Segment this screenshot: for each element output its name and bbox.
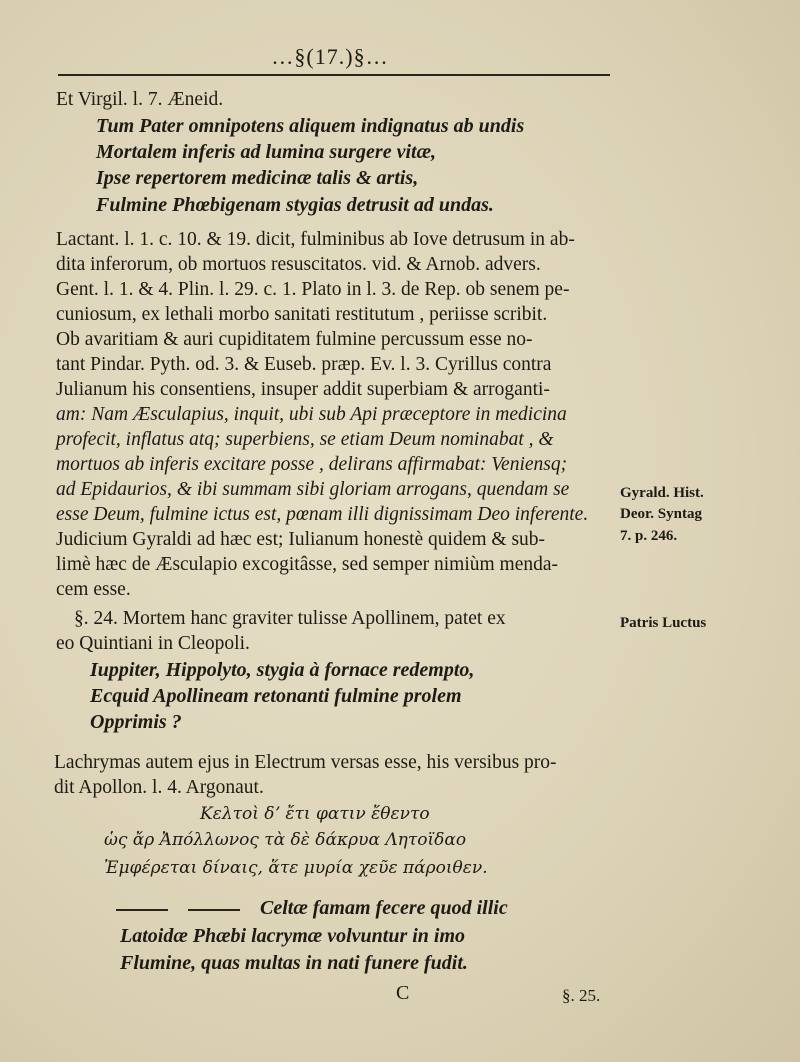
verse-text: Celtæ famam fecere quod illic — [260, 897, 508, 919]
catchword: §. 25. — [562, 986, 601, 1005]
verse-line: Fulmine Phœbigenam stygias detrusit ad undas. — [96, 194, 494, 216]
verse-line: Ecquid Apollineam retonanti fulmine prolem — [90, 685, 462, 707]
text-line: Et Virgil. l. 7. Æneid. — [56, 89, 224, 110]
text-line: esse Deum, fulmine ictus est, pœnam illi dignissimam Deo inferente. — [56, 504, 589, 525]
margin-note: 7. p. 246. — [620, 528, 678, 544]
verse-line: Iuppiter, Hippolyto, stygia à fornace redempto, — [90, 659, 475, 681]
margin-note: Gyrald. Hist. — [620, 485, 704, 501]
text-line: dit Apollon. l. 4. Argonaut. — [54, 777, 264, 798]
signature-mark: C — [396, 982, 410, 1004]
margin-note: Deor. Syntag — [620, 506, 702, 522]
dash-mark — [116, 909, 168, 911]
text-line: Gent. l. 1. & 4. Plin. l. 29. c. 1. Plato in l. 3. de Rep. ob senem pe- — [56, 279, 570, 300]
text-line: Lachrymas autem ejus in Electrum versas esse, his versibus pro- — [54, 752, 557, 773]
text-line: am: Nam Æsculapius, inquit, ubi sub Api præceptore in medicina — [56, 404, 567, 425]
text-line: Julianum his consentiens, insuper addit superbiam & arroganti- — [56, 379, 550, 400]
text-line: Ob avaritiam & auri cupiditatem fulmine percussum esse no- — [56, 329, 533, 350]
verse-line: Opprimis ? — [90, 711, 182, 733]
margin-note: Patris Luctus — [620, 615, 707, 631]
greek-verse-line: Ἐμφέρεται δίναις, ἅτε μυρία χεῦε πάροιθεν. — [104, 858, 488, 878]
verse-line: Flumine, quas multas in nati funere fudit. — [120, 952, 468, 974]
text-line: ad Epidaurios, & ibi summam sibi gloriam arrogans, quendam se — [56, 479, 570, 500]
text-line: cuniosum, ex lethali morbo sanitati restitutum , periisse scribit. — [56, 304, 548, 325]
greek-verse-line: ὡς ἄρ Ἀπόλλωνος τὰ δὲ δάκρυα Λητοϊδαο — [104, 830, 467, 850]
section-line: §. 24. Mortem hanc graviter tulisse Apollinem, patet ex — [74, 608, 506, 629]
text-line: Judicium Gyraldi ad hæc est; Iulianum honestè quidem & sub- — [56, 529, 546, 550]
header-rule — [58, 74, 610, 76]
verse-line: Ipse repertorem medicinæ talis & artis, — [96, 167, 419, 189]
text-line: limè hæc de Æsculapio excogitâsse, sed semper nimiùm menda- — [56, 554, 559, 575]
text-line: profecit, inflatus atq; superbiens, se etiam Deum nominabat , & — [56, 429, 554, 450]
page-header: …§(17.)§… — [271, 44, 389, 69]
greek-verse-line: Κελτοὶ δʼ ἔτι φατιν ἔθεντο — [200, 804, 430, 824]
dash-mark — [188, 909, 240, 911]
text-line: tant Pindar. Pyth. od. 3. & Euseb. præp. Ev. l. 3. Cyrillus contra — [56, 354, 552, 375]
text-line: dita inferorum, ob mortuos resuscitatos. vid. & Arnob. advers. — [56, 254, 541, 275]
verse-line: Mortalem inferis ad lumina surgere vitæ, — [96, 141, 437, 163]
text-line: eo Quintiani in Cleopoli. — [56, 633, 250, 654]
text-line: cem esse. — [56, 579, 131, 600]
verse-line: Latoidæ Phæbi lacrymæ volvuntur in imo — [120, 925, 466, 947]
text-line: mortuos ab inferis excitare posse , delirans affirmabat: Veniensq; — [56, 454, 568, 475]
text-line: Lactant. l. 1. c. 10. & 19. dicit, fulminibus ab Iove detrusum in ab- — [56, 229, 575, 250]
verse-line-with-dashes — [116, 896, 508, 921]
verse-line: Tum Pater omnipotens aliquem indignatus ab undis — [96, 115, 525, 137]
